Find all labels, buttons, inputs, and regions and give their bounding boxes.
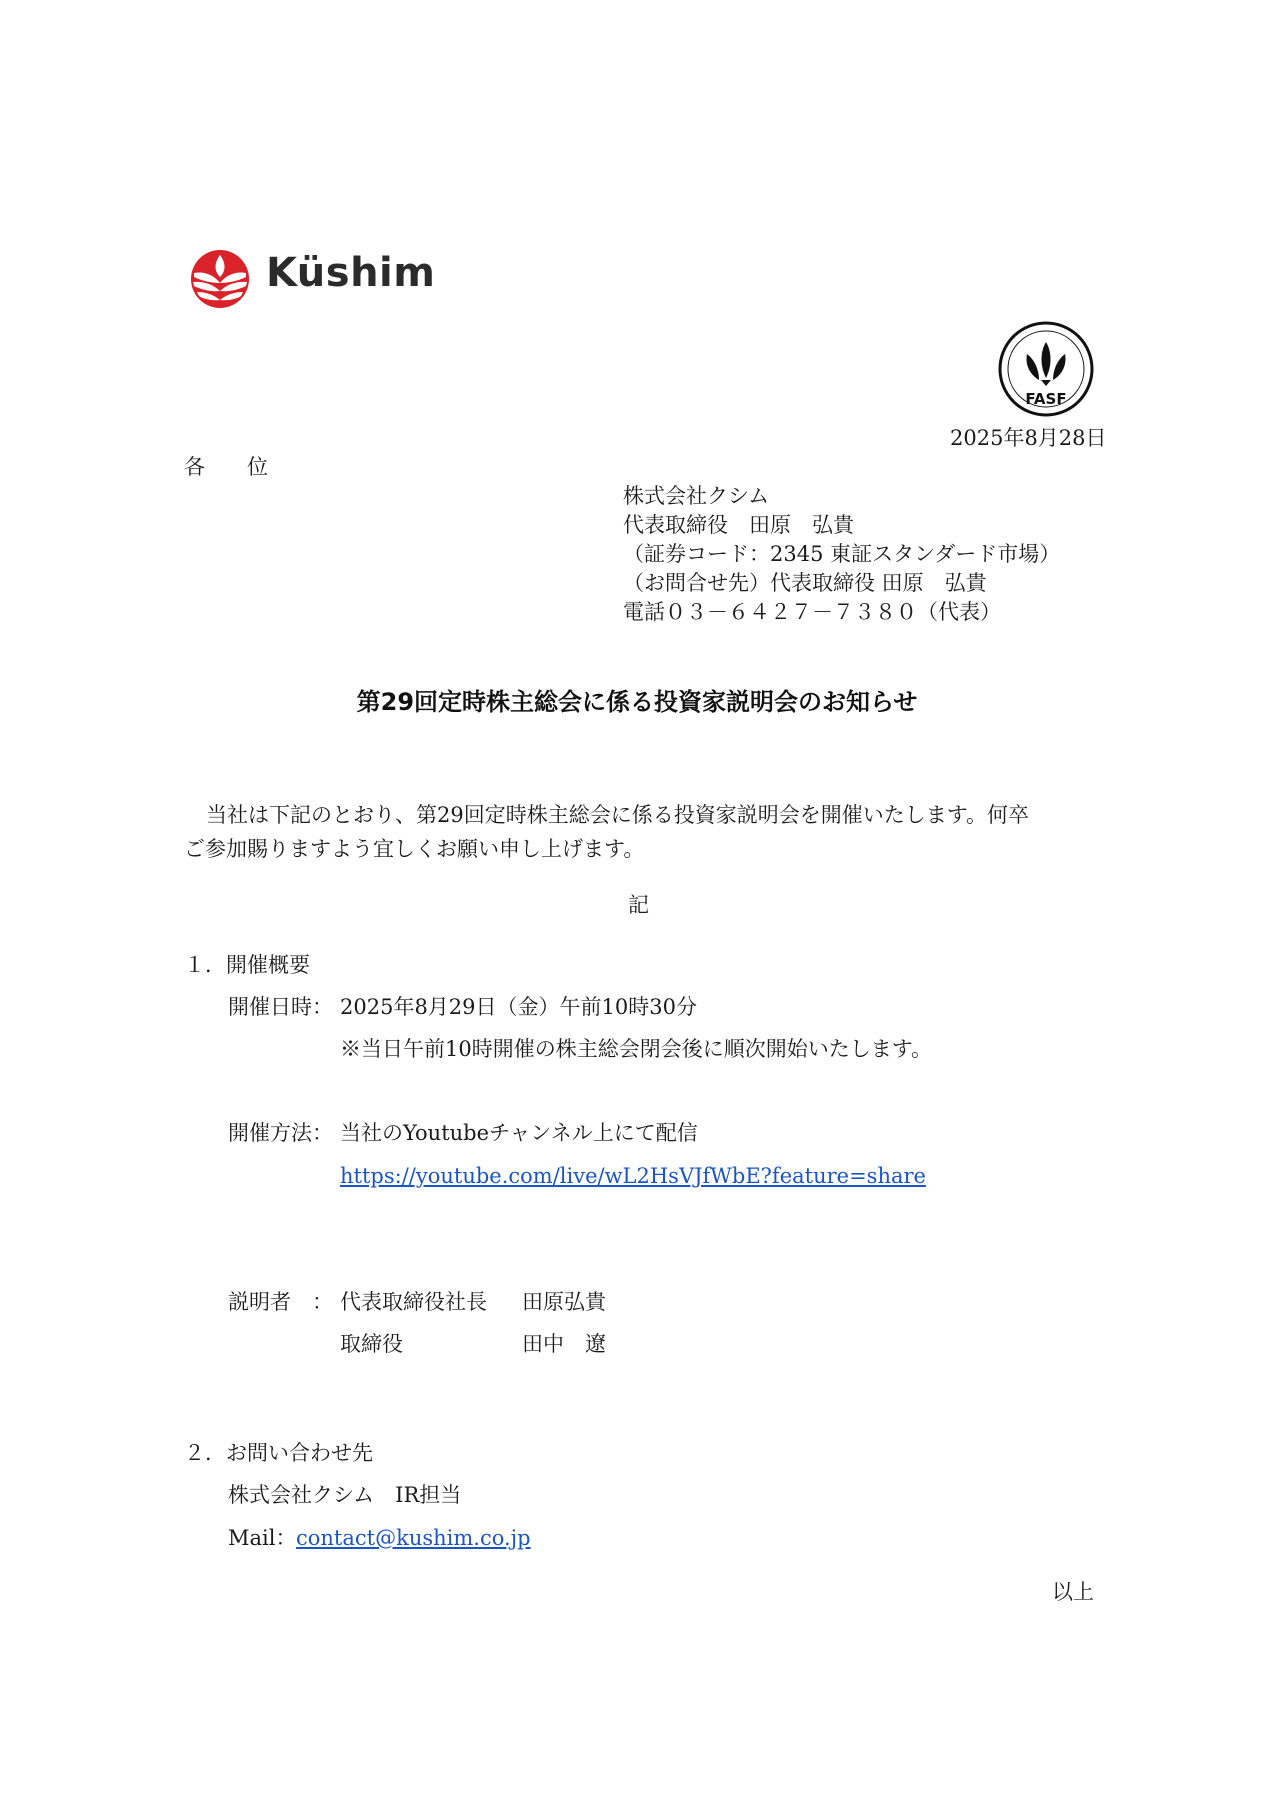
method-label: 開催方法： <box>228 1121 333 1145</box>
presenter-2-title: 取締役 <box>340 1332 403 1356</box>
issuer-phone: 電話０３－６４２７－７３８０（代表） <box>623 600 1001 624</box>
intro-line-2: ご参加賜りますよう宜しくお願い申し上げます。 <box>184 837 645 861</box>
datetime-label: 開催日時： <box>228 995 333 1019</box>
ki-mark: 記 <box>628 893 649 917</box>
addressee: 各 位 <box>184 455 268 479</box>
issuer-representative: 代表取締役 田原 弘貴 <box>623 513 854 537</box>
presenter-label: 説明者 ： <box>228 1290 333 1314</box>
method-value: 当社のYoutubeチャンネル上にて配信 <box>340 1121 698 1145</box>
fasf-seal <box>997 320 1095 420</box>
section1-heading: １．開催概要 <box>184 953 310 977</box>
presenter-2-name: 田中 遼 <box>522 1332 606 1356</box>
flower-logo-icon <box>190 249 250 309</box>
presenter-1-name: 田原弘貴 <box>522 1290 606 1314</box>
intro-line-1: 当社は下記のとおり、第29回定時株主総会に係る投資家説明会を開催いたします。何卒 <box>206 803 1030 827</box>
issuer-securities-code: （証券コード：2345 東証スタンダード市場） <box>623 542 1061 566</box>
issue-date: 2025年8月28日 <box>950 426 1107 450</box>
mail-label: Mail： <box>228 1526 297 1550</box>
datetime-value: 2025年8月29日（金）午前10時30分 <box>340 995 697 1019</box>
contact-department: 株式会社クシム IR担当 <box>228 1483 462 1507</box>
datetime-note: ※当日午前10時開催の株主総会閉会後に順次開始いたします。 <box>340 1037 933 1061</box>
issuer-contact: （お問合せ先）代表取締役 田原 弘貴 <box>623 571 987 595</box>
contact-email-link[interactable]: contact@kushim.co.jp <box>296 1526 531 1550</box>
youtube-link[interactable]: https://youtube.com/live/wL2HsVJfWbE?feature=share <box>340 1164 926 1188</box>
section2-heading: ２．お問い合わせ先 <box>184 1441 373 1465</box>
fasf-label: FASF <box>1025 390 1067 408</box>
issuer-company: 株式会社クシム <box>623 484 770 508</box>
logo-wordmark: Küshim <box>266 250 436 296</box>
presenter-1-title: 代表取締役社長 <box>340 1290 487 1314</box>
page-title: 第29回定時株主総会に係る投資家説明会のお知らせ <box>356 688 918 716</box>
company-logo <box>190 245 440 315</box>
closing-mark: 以上 <box>1052 1580 1094 1604</box>
